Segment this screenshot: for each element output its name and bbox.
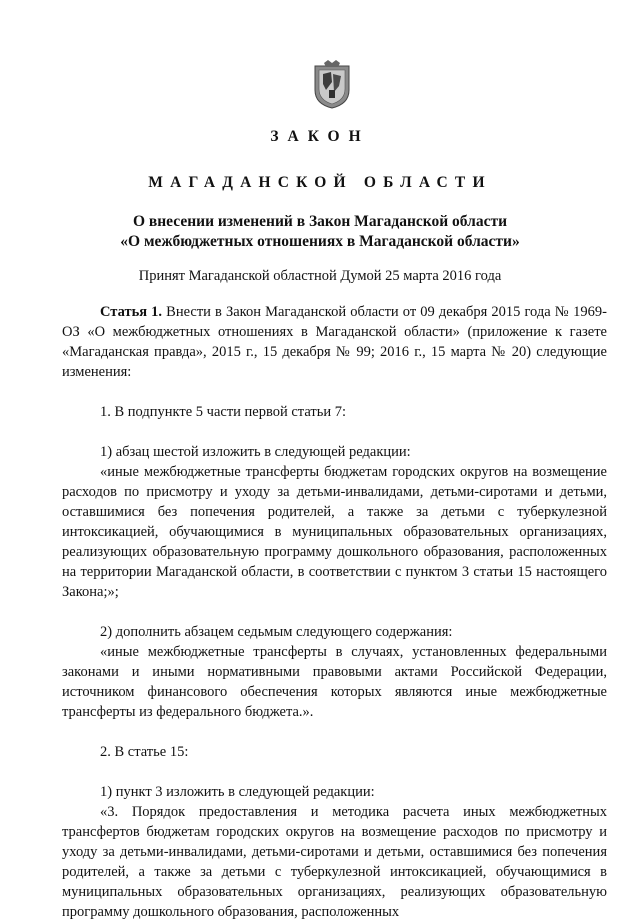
document-body — [62, 302, 607, 922]
region-title: МАГАДАНСКОЙ ОБЛАСТИ — [148, 174, 492, 191]
subtitle-line-2: «О межбюджетных отношениях в Магаданской области» — [120, 233, 520, 250]
subtitle-line-1: О внесении изменений в Закон Магаданской области — [132, 213, 508, 230]
paragraph-2-1: 1) пункт 3 изложить в следующей редакции: — [100, 784, 375, 800]
law-subtitle — [40, 212, 600, 252]
adoption-note: Принят Магаданской областной Думой 25 марта 2016 года — [138, 268, 502, 284]
paragraph-1: 1. В подпункте 5 части первой статьи 7: — [100, 404, 346, 420]
paragraph-1-2: 2) дополнить абзацем седьмым следующего содержания: — [100, 624, 453, 640]
article-1-label: Статья 1. — [100, 304, 163, 320]
paragraph-2: 2. В статье 15: — [100, 744, 189, 760]
article-1-paragraph — [62, 302, 607, 382]
article-1-text: Внести в Закон Магаданской области от 09 декабря 2015 года № 1969-ОЗ «О межбюджетных отношениях в Магаданской области» (приложение к газете «Магаданская правда», 2015 г., 15 декабря № 99; 2016 г., 15 марта № 20) следующие изменения: — [62, 304, 608, 380]
paragraph-2-1-text: «3. Порядок предоставления и методика расчета иных межбюджетных трансфертов бюджетам городских округов на возмещение расходов по присмотру и уходу за детьми-инвалидами, детьми-сиротами и детьми, оставшимися без попечения родителей, а также за детьми с туберкулезной интоксикацией, обучающимися в муниципальных образовательных организациях, реализующих образовательную программу дошкольного образования, расположенных — [62, 804, 607, 920]
paragraph-1-1-text: «иные межбюджетные трансферты бюджетам городских округов на возмещение расходов по присмотру и уходу за детьми-инвалидами, детьми-сиротами и детьми, оставшимися без попечения родителей, а также за детьми с туберкулезной интоксикацией, обучающимися в муниципальных образовательных организациях, реализующих образовательную программу дошкольного образования, расположенных на территории Магаданской области, в соответствии с пунктом 3 статьи 15 настоящего Закона;»; — [62, 464, 607, 600]
document-title: ЗАКОН — [270, 128, 370, 145]
paragraph-1-1: 1) абзац шестой изложить в следующей редакции: — [100, 444, 411, 460]
paragraph-1-2-text: «иные межбюджетные трансферты в случаях, установленных федеральными законами и иными нормативными правовыми актами Российской Федерации, источником финансового обеспечения которых являются иные межбюджетные трансферты из федерального бюджета.». — [62, 644, 607, 720]
coat-of-arms-emblem — [311, 60, 353, 110]
